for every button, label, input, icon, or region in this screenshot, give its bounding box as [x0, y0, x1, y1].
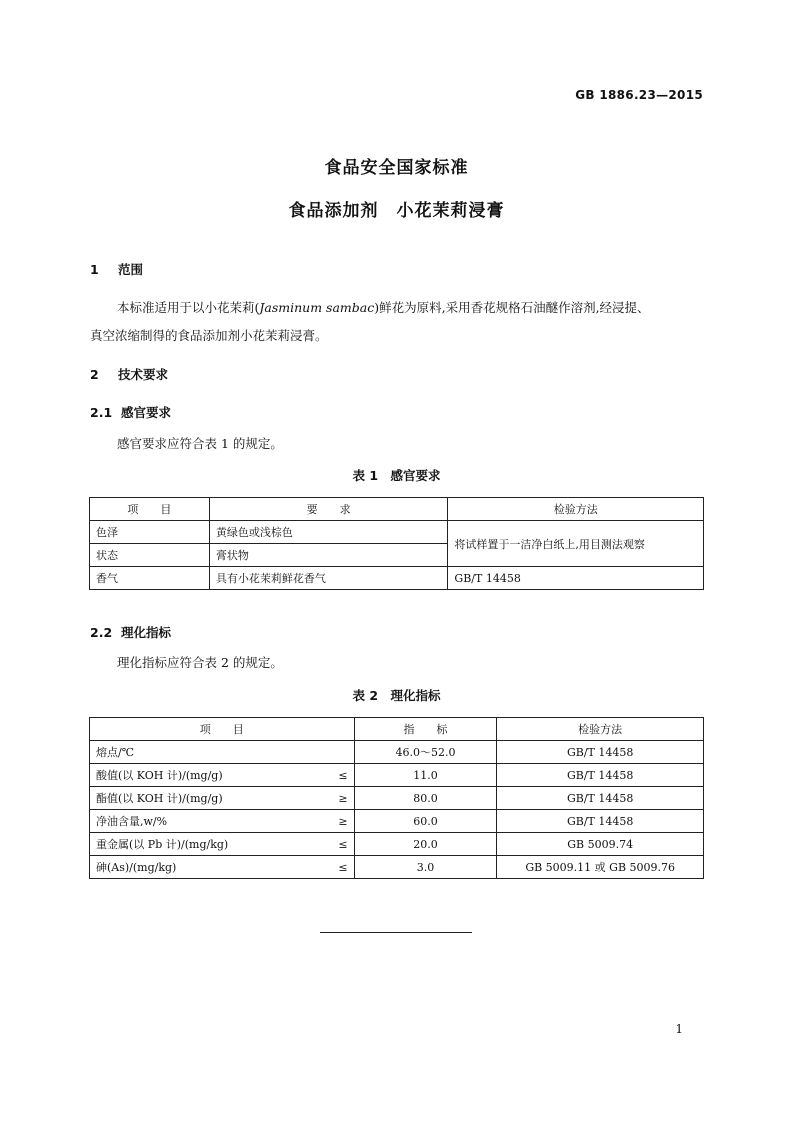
item-cell: 熔点/℃ [90, 741, 355, 764]
section-title: 理化指标 [121, 625, 172, 640]
section-heading-2 [90, 365, 168, 383]
comparison-symbol: ≤ [329, 764, 354, 787]
item-cell: 色泽 [90, 521, 210, 544]
page-number: 1 [675, 1022, 683, 1036]
value-cell: 11.0 [354, 764, 497, 787]
section-number: 2.1 [90, 405, 113, 420]
requirement-cell: 黄绿色或浅棕色 [209, 521, 448, 544]
table2-caption: 表 2 理化指标 [352, 688, 441, 703]
comparison-symbol: ≤ [329, 833, 354, 856]
item-cell: 酯值(以 KOH 计)/(mg/g) [90, 787, 330, 810]
latin-name: Jasminum sambac [259, 300, 375, 315]
header-cell: 项 目 [90, 498, 210, 521]
end-rule [320, 932, 472, 933]
value-cell: 60.0 [354, 810, 497, 833]
requirement-cell: 膏状物 [209, 544, 448, 567]
scope-text-1: 本标准适用于以小花茉莉( [117, 300, 260, 315]
table-header-row [90, 498, 704, 521]
section-title: 范围 [118, 262, 144, 277]
item-cell: 净油含量,w/% [90, 810, 330, 833]
method-cell: GB/T 14458 [448, 567, 704, 590]
value-cell: 80.0 [354, 787, 497, 810]
table-row [90, 741, 704, 764]
section-2-1-text: 感官要求应符合表 1 的规定。 [117, 436, 283, 451]
table1-caption: 表 1 感官要求 [352, 468, 441, 483]
header-cell: 要 求 [209, 498, 448, 521]
table-row [90, 521, 704, 544]
comparison-symbol: ≤ [329, 856, 354, 879]
document-title: 食品安全国家标准 [324, 158, 469, 178]
section-number: 1 [90, 262, 99, 277]
method-cell: GB 5009.11 或 GB 5009.76 [497, 856, 704, 879]
scope-text-2: )鲜花为原料,采用香花规格石油醚作溶剂,经浸提、 [374, 300, 650, 315]
method-cell: GB/T 14458 [497, 764, 704, 787]
method-cell-merged: 将试样置于一洁净白纸上,用目测法观察 [448, 521, 704, 567]
standard-number: GB 1886.23—2015 [575, 88, 703, 102]
item-cell: 香气 [90, 567, 210, 590]
document-subtitle: 食品添加剂 小花茉莉浸膏 [288, 201, 505, 221]
table-row [90, 810, 704, 833]
table-2 [89, 717, 704, 879]
section-heading-2-2 [90, 623, 171, 641]
table-row [90, 787, 704, 810]
item-cell: 酸值(以 KOH 计)/(mg/g) [90, 764, 330, 787]
item-cell: 状态 [90, 544, 210, 567]
method-cell: GB 5009.74 [497, 833, 704, 856]
value-cell: 46.0～52.0 [354, 741, 497, 764]
section-2-2-text: 理化指标应符合表 2 的规定。 [117, 655, 283, 670]
comparison-symbol: ≥ [329, 810, 354, 833]
scope-paragraph [90, 294, 704, 350]
table-row [90, 856, 704, 879]
section-heading-1 [90, 260, 143, 278]
table-1 [89, 497, 704, 590]
method-cell: GB/T 14458 [497, 787, 704, 810]
item-cell: 重金属(以 Pb 计)/(mg/kg) [90, 833, 330, 856]
section-number: 2.2 [90, 625, 113, 640]
comparison-symbol: ≥ [329, 787, 354, 810]
table-row [90, 764, 704, 787]
table-row [90, 833, 704, 856]
header-cell: 指 标 [354, 718, 497, 741]
header-cell: 检验方法 [448, 498, 704, 521]
header-cell: 项 目 [90, 718, 355, 741]
section-heading-2-1 [90, 403, 171, 421]
section-number: 2 [90, 367, 99, 382]
section-title: 感官要求 [121, 405, 172, 420]
requirement-cell: 具有小花茉莉鲜花香气 [209, 567, 448, 590]
section-title: 技术要求 [118, 367, 169, 382]
table-header-row [90, 718, 704, 741]
header-cell: 检验方法 [497, 718, 704, 741]
value-cell: 3.0 [354, 856, 497, 879]
scope-text-3: 真空浓缩制得的食品添加剂小花茉莉浸膏。 [90, 328, 328, 343]
item-cell: 砷(As)/(mg/kg) [90, 856, 330, 879]
table-row [90, 567, 704, 590]
method-cell: GB/T 14458 [497, 810, 704, 833]
value-cell: 20.0 [354, 833, 497, 856]
method-cell: GB/T 14458 [497, 741, 704, 764]
